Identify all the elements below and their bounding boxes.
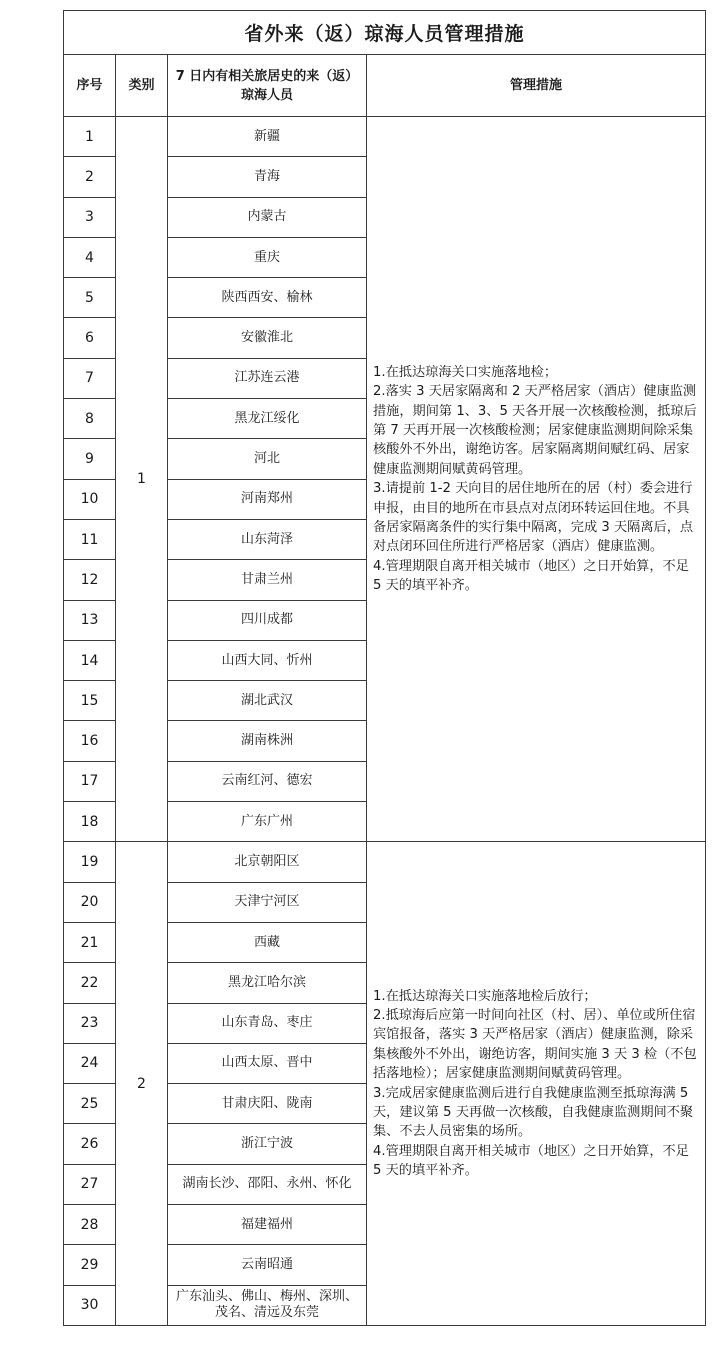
measure-item: 4.管理期限自离开相关城市（地区）之日开始算，不足 5 天的填平补齐。 — [373, 558, 689, 594]
seq-cell: 14 — [64, 640, 116, 680]
region-cell: 天津宁河区 — [168, 882, 367, 922]
measure-item: 3.请提前 1-2 天向目的居住地所在的居（村）委会进行申报，由目的地所在市县点对点闭环转运回住地。不具备居家隔离条件的实行集中隔离，完成 3 天隔离后，点对点闭环回住所进行严格居家（酒店）健康监测。 — [373, 481, 694, 555]
seq-cell: 9 — [64, 439, 116, 479]
measures-document — [63, 10, 705, 1326]
region-cell: 湖北武汉 — [168, 681, 367, 721]
header-measures: 管理措施 — [367, 55, 706, 117]
header-row — [64, 55, 706, 117]
region-cell: 西藏 — [168, 922, 367, 962]
measure-item: 1.在抵达琼海关口实施落地检； — [373, 364, 558, 380]
seq-cell: 22 — [64, 963, 116, 1003]
region-cell: 河北 — [168, 439, 367, 479]
seq-cell: 10 — [64, 479, 116, 519]
region-cell: 山东菏泽 — [168, 519, 367, 559]
region-cell: 广东广州 — [168, 802, 367, 842]
seq-cell: 2 — [64, 157, 116, 197]
seq-cell: 7 — [64, 358, 116, 398]
seq-cell: 24 — [64, 1043, 116, 1083]
header-category: 类别 — [116, 55, 168, 117]
measure-item: 2.抵琼海后应第一时间向社区（村、居）、单位或所住宿宾馆报备，落实 3 天严格居家（酒店）健康监测，除采集核酸外不外出，谢绝访客，期间实施 3 天 3 检（不包括落地检）；居家健康监测期间赋黄码管理。 — [373, 1008, 697, 1082]
seq-cell: 13 — [64, 600, 116, 640]
measure-item: 4.管理期限自离开相关城市（地区）之日开始算，不足 5 天的填平补齐。 — [373, 1143, 689, 1179]
category-cell: 1 — [116, 117, 168, 842]
region-cell: 江苏连云港 — [168, 358, 367, 398]
table-title: 省外来（返）琼海人员管理措施 — [64, 11, 706, 55]
seq-cell: 19 — [64, 842, 116, 882]
region-cell: 广东汕头、佛山、梅州、深圳、茂名、清远及东莞 — [168, 1285, 367, 1325]
seq-cell: 16 — [64, 721, 116, 761]
region-cell: 河南郑州 — [168, 479, 367, 519]
seq-cell: 18 — [64, 802, 116, 842]
seq-cell: 20 — [64, 882, 116, 922]
measures-cell — [367, 117, 706, 842]
table-row — [64, 117, 706, 157]
region-cell: 福建福州 — [168, 1205, 367, 1245]
seq-cell: 1 — [64, 117, 116, 157]
seq-cell: 5 — [64, 278, 116, 318]
region-cell: 内蒙古 — [168, 197, 367, 237]
region-cell: 陕西西安、榆林 — [168, 278, 367, 318]
measure-item: 1.在抵达琼海关口实施落地检后放行； — [373, 988, 597, 1004]
seq-cell: 15 — [64, 681, 116, 721]
seq-cell: 12 — [64, 560, 116, 600]
region-cell: 浙江宁波 — [168, 1124, 367, 1164]
region-cell: 重庆 — [168, 237, 367, 277]
table-row — [64, 842, 706, 882]
region-cell: 湖南株洲 — [168, 721, 367, 761]
measure-item: 3.完成居家健康监测后进行自我健康监测至抵琼海满 5 天，建议第 5 天再做一次核酸，自我健康监测期间不聚集、不去人员密集的场所。 — [373, 1085, 694, 1140]
table-body — [64, 117, 706, 1326]
measures-cell — [367, 842, 706, 1326]
seq-cell: 29 — [64, 1245, 116, 1285]
seq-cell: 30 — [64, 1285, 116, 1325]
category-cell: 2 — [116, 842, 168, 1326]
seq-cell: 25 — [64, 1084, 116, 1124]
region-cell: 新疆 — [168, 117, 367, 157]
region-cell: 黑龙江哈尔滨 — [168, 963, 367, 1003]
seq-cell: 8 — [64, 399, 116, 439]
region-cell: 青海 — [168, 157, 367, 197]
seq-cell: 26 — [64, 1124, 116, 1164]
region-cell: 云南红河、德宏 — [168, 761, 367, 801]
seq-cell: 3 — [64, 197, 116, 237]
region-cell: 安徽淮北 — [168, 318, 367, 358]
region-cell: 北京朝阳区 — [168, 842, 367, 882]
region-cell: 云南昭通 — [168, 1245, 367, 1285]
header-seq: 序号 — [64, 55, 116, 117]
region-cell: 山西大同、忻州 — [168, 640, 367, 680]
measure-item: 2.落实 3 天居家隔离和 2 天严格居家（酒店）健康监测措施，期间第 1、3、5 天各开展一次核酸检测，抵琼后第 7 天再开展一次核酸检测；居家健康监测期间除采集核酸外不外出，谢绝访客。居家隔离期间赋红码、居家健康监测期间赋黄码管理。 — [373, 384, 697, 477]
seq-cell: 11 — [64, 519, 116, 559]
region-cell: 山西太原、晋中 — [168, 1043, 367, 1083]
seq-cell: 23 — [64, 1003, 116, 1043]
seq-cell: 21 — [64, 922, 116, 962]
seq-cell: 4 — [64, 237, 116, 277]
region-cell: 山东青岛、枣庄 — [168, 1003, 367, 1043]
region-cell: 甘肃兰州 — [168, 560, 367, 600]
header-region: 7 日内有相关旅居史的来（返）琼海人员 — [168, 55, 367, 117]
seq-cell: 27 — [64, 1164, 116, 1204]
region-cell: 甘肃庆阳、陇南 — [168, 1084, 367, 1124]
measures-table — [63, 10, 706, 1326]
seq-cell: 17 — [64, 761, 116, 801]
seq-cell: 28 — [64, 1205, 116, 1245]
region-cell: 四川成都 — [168, 600, 367, 640]
seq-cell: 6 — [64, 318, 116, 358]
region-cell: 黑龙江绥化 — [168, 399, 367, 439]
region-cell: 湖南长沙、邵阳、永州、怀化 — [168, 1164, 367, 1204]
